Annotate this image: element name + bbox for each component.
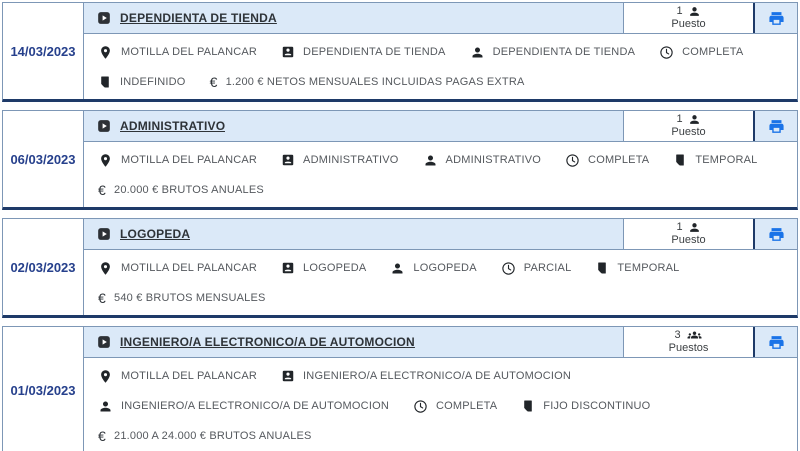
job-schedule bbox=[565, 153, 649, 168]
job-contract-text: TEMPORAL bbox=[617, 262, 680, 274]
job-contract-text: FIJO DISCONTINUO bbox=[543, 400, 651, 412]
job-schedule-text: COMPLETA bbox=[682, 46, 744, 58]
job-category bbox=[281, 45, 446, 59]
positions-label: Puesto bbox=[671, 126, 706, 138]
details-line bbox=[98, 145, 797, 175]
positions-count: 1 bbox=[676, 112, 683, 125]
print-button[interactable] bbox=[753, 3, 797, 33]
euro-icon: € bbox=[98, 290, 106, 306]
job-card bbox=[2, 110, 798, 210]
details-line bbox=[98, 67, 797, 97]
clock-icon bbox=[501, 261, 516, 276]
clock-icon bbox=[565, 153, 580, 168]
job-card-content bbox=[84, 219, 797, 315]
job-contract bbox=[673, 153, 757, 167]
id-badge-icon bbox=[281, 261, 295, 275]
job-card-header bbox=[84, 219, 797, 249]
play-icon bbox=[97, 11, 111, 25]
printer-icon bbox=[768, 10, 785, 27]
job-salary bbox=[98, 429, 312, 443]
positions-cell bbox=[623, 327, 753, 357]
job-title: ADMINISTRATIVO bbox=[120, 119, 226, 133]
job-location-text: MOTILLA DEL PALANCAR bbox=[121, 262, 258, 274]
job-card-content bbox=[84, 111, 797, 207]
job-salary bbox=[98, 291, 266, 305]
job-occupation bbox=[423, 153, 542, 168]
printer-icon bbox=[768, 334, 785, 351]
person-icon bbox=[98, 399, 113, 414]
contract-icon bbox=[521, 399, 535, 413]
positions-cell bbox=[623, 219, 753, 249]
print-button[interactable] bbox=[753, 111, 797, 141]
clock-icon bbox=[659, 45, 674, 60]
job-occupation-text: INGENIERO/A ELECTRONICO/A DE AUTOMOCION bbox=[121, 400, 389, 412]
positions-count: 3 bbox=[674, 328, 681, 341]
job-salary bbox=[98, 183, 264, 197]
job-card bbox=[2, 218, 798, 318]
job-schedule bbox=[659, 45, 743, 60]
job-card bbox=[2, 326, 798, 451]
play-icon bbox=[97, 227, 111, 241]
job-salary-text: 21.000 A 24.000 € BRUTOS ANUALES bbox=[114, 430, 312, 442]
job-date: 01/03/2023 bbox=[3, 327, 84, 451]
details-line bbox=[98, 253, 797, 283]
job-contract-text: INDEFINIDO bbox=[120, 76, 186, 88]
positions-count: 1 bbox=[676, 4, 683, 17]
positions-count: 1 bbox=[676, 220, 683, 233]
job-occupation-text: LOGOPEDA bbox=[413, 262, 477, 274]
positions-label: Puesto bbox=[671, 234, 706, 246]
positions-cell bbox=[623, 3, 753, 33]
job-card-header bbox=[84, 3, 797, 33]
printer-icon bbox=[768, 226, 785, 243]
job-title: LOGOPEDA bbox=[120, 227, 191, 241]
person-icon bbox=[390, 261, 405, 276]
person-icon bbox=[423, 153, 438, 168]
job-schedule-text: PARCIAL bbox=[523, 262, 572, 274]
details-line bbox=[98, 361, 797, 391]
print-button[interactable] bbox=[753, 327, 797, 357]
print-button[interactable] bbox=[753, 219, 797, 249]
job-card-content bbox=[84, 3, 797, 99]
job-category-text: DEPENDIENTA DE TIENDA bbox=[303, 46, 446, 58]
location-pin-icon bbox=[98, 261, 113, 276]
details-line bbox=[98, 283, 797, 313]
positions-label: Puestos bbox=[668, 342, 709, 355]
details-line bbox=[98, 37, 797, 67]
id-badge-icon bbox=[281, 369, 295, 383]
job-schedule bbox=[501, 261, 572, 276]
job-occupation-text: ADMINISTRATIVO bbox=[445, 154, 542, 166]
job-title-link[interactable] bbox=[84, 219, 623, 249]
job-category-text: LOGOPEDA bbox=[303, 262, 367, 274]
job-location bbox=[98, 261, 257, 276]
job-salary bbox=[210, 75, 525, 89]
job-contract bbox=[98, 75, 186, 89]
job-location-text: MOTILLA DEL PALANCAR bbox=[121, 154, 258, 166]
job-category-text: ADMINISTRATIVO bbox=[303, 154, 399, 166]
job-schedule bbox=[413, 399, 497, 414]
job-category bbox=[281, 369, 571, 383]
euro-icon: € bbox=[98, 428, 106, 444]
job-occupation bbox=[390, 261, 476, 276]
job-salary-text: 1.200 € NETOS MENSUALES INCLUIDAS PAGAS EXTRA bbox=[225, 76, 525, 88]
location-pin-icon bbox=[98, 369, 113, 384]
job-details bbox=[84, 33, 797, 99]
job-category bbox=[281, 261, 366, 275]
job-date: 14/03/2023 bbox=[3, 3, 84, 99]
job-card-header bbox=[84, 111, 797, 141]
job-salary-text: 540 € BRUTOS MENSUALES bbox=[114, 292, 266, 304]
job-details bbox=[84, 141, 797, 207]
person-icon bbox=[688, 113, 701, 126]
job-occupation bbox=[470, 45, 636, 60]
job-category bbox=[281, 153, 399, 167]
job-title-link[interactable] bbox=[84, 3, 623, 33]
contract-icon bbox=[595, 261, 609, 275]
contract-icon bbox=[98, 75, 112, 89]
job-schedule-text: COMPLETA bbox=[588, 154, 650, 166]
job-details bbox=[84, 357, 797, 451]
job-contract-text: TEMPORAL bbox=[695, 154, 758, 166]
job-date: 02/03/2023 bbox=[3, 219, 84, 315]
job-title: DEPENDIENTA DE TIENDA bbox=[120, 11, 277, 25]
job-category-text: INGENIERO/A ELECTRONICO/A DE AUTOMOCION bbox=[303, 370, 572, 382]
job-location-text: MOTILLA DEL PALANCAR bbox=[121, 370, 258, 382]
person-icon bbox=[470, 45, 485, 60]
location-pin-icon bbox=[98, 153, 113, 168]
people-group-icon bbox=[686, 328, 703, 342]
job-card-content bbox=[84, 327, 797, 451]
job-occupation bbox=[98, 399, 389, 414]
clock-icon bbox=[413, 399, 428, 414]
play-icon bbox=[97, 119, 111, 133]
details-line bbox=[98, 175, 797, 205]
positions-label: Puesto bbox=[671, 18, 706, 30]
job-details bbox=[84, 249, 797, 315]
job-occupation-text: DEPENDIENTA DE TIENDA bbox=[492, 46, 636, 58]
id-badge-icon bbox=[281, 45, 295, 59]
job-date: 06/03/2023 bbox=[3, 111, 84, 207]
job-salary-text: 20.000 € BRUTOS ANUALES bbox=[114, 184, 264, 196]
job-schedule-text: COMPLETA bbox=[435, 400, 498, 412]
job-card-header bbox=[84, 327, 797, 357]
job-location bbox=[98, 369, 257, 384]
location-pin-icon bbox=[98, 45, 113, 60]
person-icon bbox=[688, 5, 701, 18]
job-location bbox=[98, 45, 257, 60]
contract-icon bbox=[673, 153, 687, 167]
job-card bbox=[2, 2, 798, 102]
job-location-text: MOTILLA DEL PALANCAR bbox=[121, 46, 258, 58]
printer-icon bbox=[768, 118, 785, 135]
details-line bbox=[98, 421, 797, 451]
positions-cell bbox=[623, 111, 753, 141]
play-icon bbox=[97, 335, 111, 349]
job-location bbox=[98, 153, 257, 168]
person-icon bbox=[688, 221, 701, 234]
job-title-link[interactable] bbox=[84, 111, 623, 141]
job-contract bbox=[595, 261, 679, 275]
details-line bbox=[98, 391, 797, 421]
id-badge-icon bbox=[281, 153, 295, 167]
job-title-link[interactable] bbox=[84, 327, 623, 357]
job-contract bbox=[521, 399, 650, 413]
job-title: INGENIERO/A ELECTRONICO/A DE AUTOMOCION bbox=[120, 335, 415, 349]
euro-icon: € bbox=[98, 182, 106, 198]
euro-icon: € bbox=[209, 74, 218, 90]
